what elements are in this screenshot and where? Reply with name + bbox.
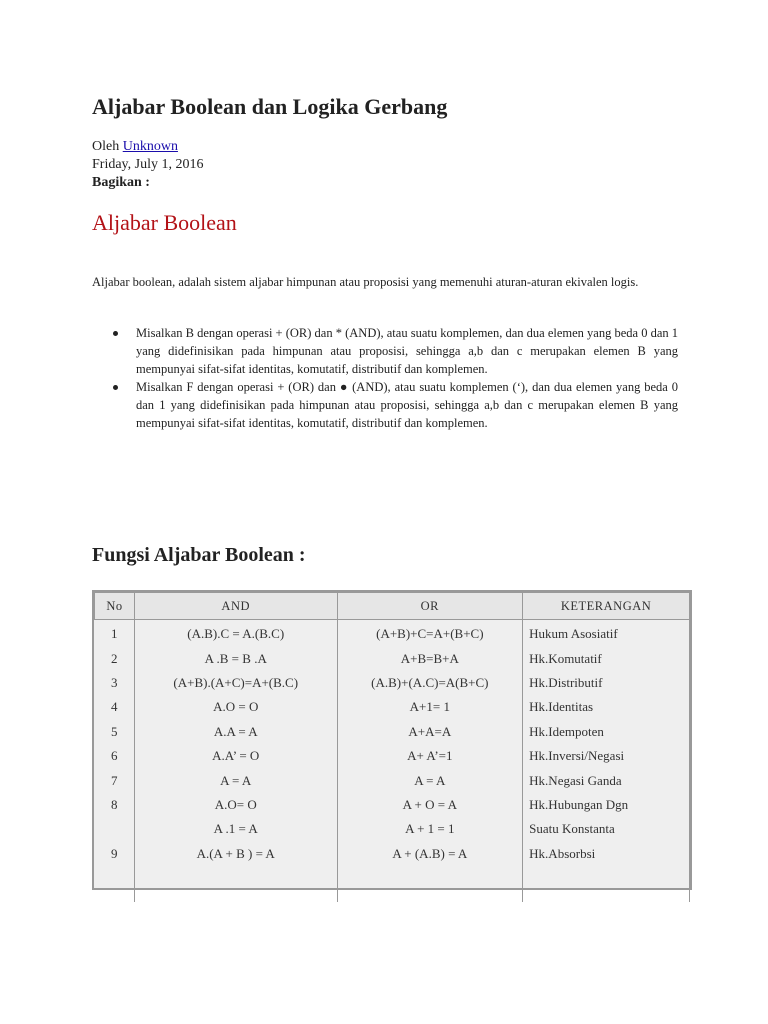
table-row — [95, 695, 690, 719]
cell-no: 1 — [95, 620, 135, 647]
cell-keterangan: Hk.Distributif — [523, 671, 690, 695]
table-row — [95, 744, 690, 768]
by-label: Oleh — [92, 139, 120, 154]
table-row — [95, 768, 690, 792]
table-blank-row — [95, 866, 690, 902]
post-meta — [92, 138, 203, 192]
cell-or: A = A — [337, 768, 523, 792]
definition-list — [92, 324, 678, 432]
cell-or: A+1= 1 — [337, 695, 523, 719]
cell-and: A .B = B .A — [134, 646, 337, 670]
cell-or: A + O = A — [337, 793, 523, 817]
cell-no: 6 — [95, 744, 135, 768]
cell-or: (A.B)+(A.C)=A(B+C) — [337, 671, 523, 695]
cell-or: A + (A.B) = A — [337, 842, 523, 866]
cell-keterangan: Hk.Inversi/Negasi — [523, 744, 690, 768]
blank-cell — [523, 866, 690, 902]
table-row — [95, 671, 690, 695]
bullet-icon — [113, 385, 118, 390]
table-row — [95, 720, 690, 744]
cell-no: 2 — [95, 646, 135, 670]
boolean-laws-table — [94, 592, 690, 902]
post-date: Friday, July 1, 2016 — [92, 157, 204, 172]
cell-and: A.A’ = O — [134, 744, 337, 768]
cell-or: A+A=A — [337, 720, 523, 744]
intro-paragraph: Aljabar boolean, adalah sistem aljabar himpunan atau proposisi yang memenuhi aturan-aturan ekivalen logis. — [92, 275, 639, 289]
cell-and: A = A — [134, 768, 337, 792]
cell-keterangan: Hk.Absorbsi — [523, 842, 690, 866]
header-keterangan: KETERANGAN — [523, 593, 690, 620]
cell-no: 3 — [95, 671, 135, 695]
cell-no: 9 — [95, 842, 135, 866]
post-title: Aljabar Boolean dan Logika Gerbang — [92, 94, 448, 119]
author-link[interactable]: Unknown — [122, 139, 178, 154]
cell-keterangan: Suatu Konstanta — [523, 817, 690, 841]
cell-and: A.O= O — [134, 793, 337, 817]
cell-and: (A.B).C = A.(B.C) — [134, 620, 337, 647]
cell-no: 4 — [95, 695, 135, 719]
share-label: Bagikan : — [92, 175, 150, 190]
table-row — [95, 793, 690, 817]
table-header-row — [95, 593, 690, 620]
cell-keterangan: Hk.Idempoten — [523, 720, 690, 744]
header-no: No — [95, 593, 135, 620]
author-line — [92, 138, 203, 156]
table-row — [95, 646, 690, 670]
list-item — [92, 378, 678, 432]
cell-and: (A+B).(A+C)=A+(B.C) — [134, 671, 337, 695]
cell-and: A .1 = A — [134, 817, 337, 841]
header-or: OR — [337, 593, 523, 620]
blank-cell — [95, 866, 135, 902]
cell-no: 5 — [95, 720, 135, 744]
cell-and: A.(A + B ) = A — [134, 842, 337, 866]
cell-no — [95, 817, 135, 841]
cell-keterangan: Hukum Asosiatif — [523, 620, 690, 647]
cell-keterangan: Hk.Hubungan Dgn — [523, 793, 690, 817]
cell-or: (A+B)+C=A+(B+C) — [337, 620, 523, 647]
cell-or: A+ A’=1 — [337, 744, 523, 768]
cell-no: 7 — [95, 768, 135, 792]
blank-cell — [337, 866, 523, 902]
header-and: AND — [134, 593, 337, 620]
cell-keterangan: Hk.Komutatif — [523, 646, 690, 670]
cell-and: A.A = A — [134, 720, 337, 744]
cell-keterangan: Hk.Negasi Ganda — [523, 768, 690, 792]
list-item — [92, 324, 678, 378]
table-row — [95, 620, 690, 647]
list-item-text: Misalkan B dengan operasi + (OR) dan * (AND), atau suatu komplemen, dan dua elemen yang beda 0 dan 1 yang didefinisikan pada himpunan atau proposisi, sehingga a,b dan c merupakan elemen B yang mempunyai sifat-sifat identitas, komutatif, distributif dan komplemen. — [136, 326, 678, 376]
blank-cell — [134, 866, 337, 902]
cell-keterangan: Hk.Identitas — [523, 695, 690, 719]
section-heading-fungsi: Fungsi Aljabar Boolean : — [92, 544, 306, 566]
bullet-icon — [113, 331, 118, 336]
table-row — [95, 817, 690, 841]
boolean-laws-table-image — [92, 590, 692, 890]
list-item-text: Misalkan F dengan operasi + (OR) dan ● (AND), atau suatu komplemen (‘), dan dua elemen yang beda 0 dan 1 yang didefinisikan pada himpunan atau proposisi, sehingga a,b dan c merupakan elemen B yang mempunyai sifat-sifat identitas, komutatif, distributif dan komplemen. — [136, 380, 678, 430]
table-row — [95, 842, 690, 866]
cell-no: 8 — [95, 793, 135, 817]
section-heading-aljabar: Aljabar Boolean — [92, 210, 237, 235]
cell-and: A.O = O — [134, 695, 337, 719]
cell-or: A+B=B+A — [337, 646, 523, 670]
cell-or: A + 1 = 1 — [337, 817, 523, 841]
